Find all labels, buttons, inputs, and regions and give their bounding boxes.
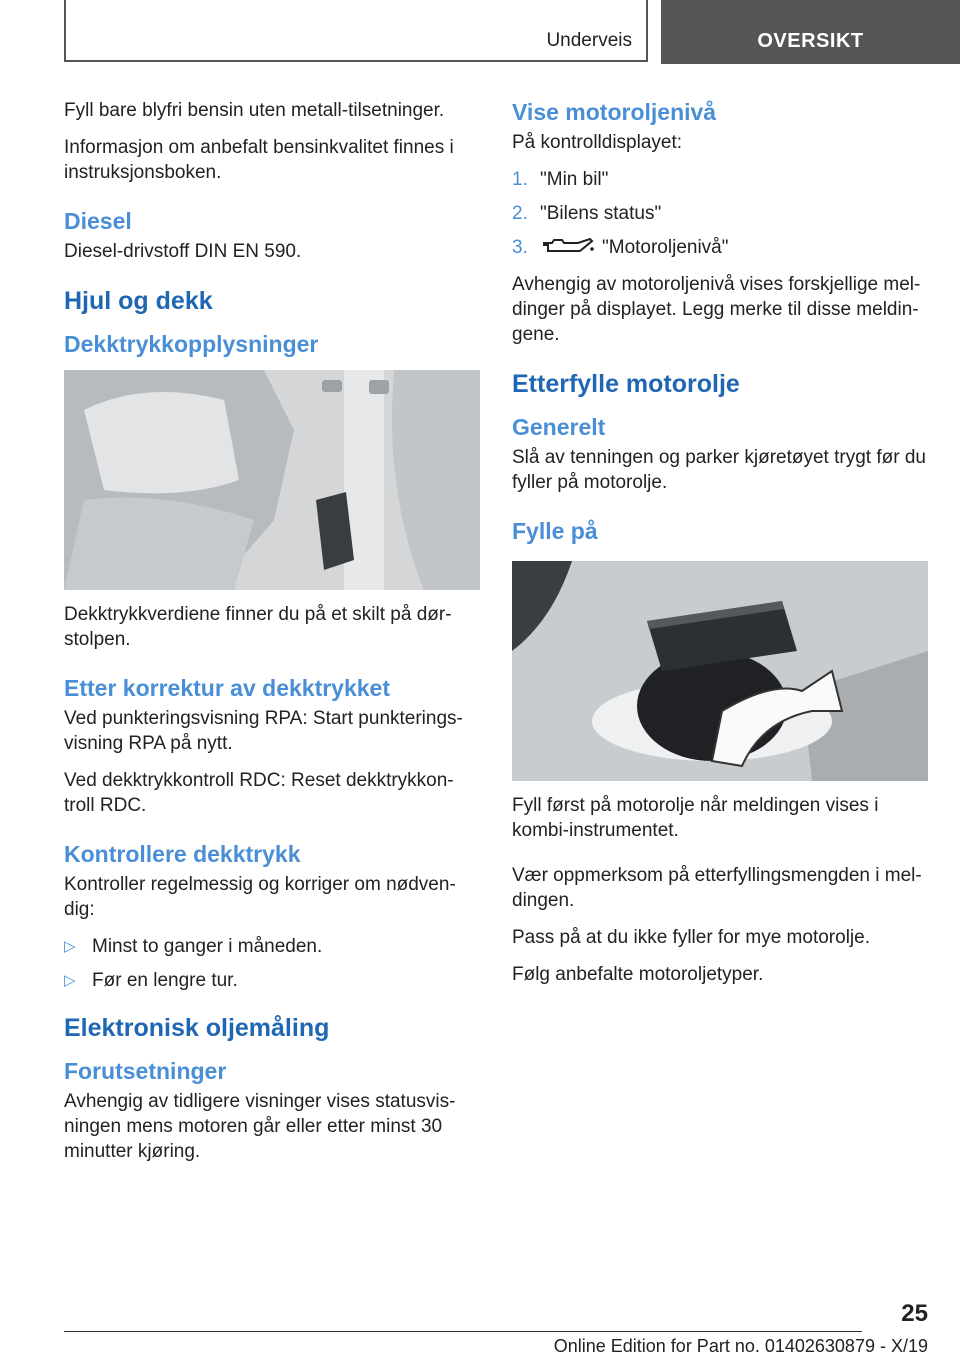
heading-etterfylle-motorolje: Etterfylle motorolje [512,370,740,398]
paragraph: Fyll først på motorolje når meldingen vises i kombi-instrumentet. [512,795,879,841]
step-text: "Motoroljenivå" [602,237,729,258]
paragraph: Avhengig av tidligere visninger vises statusvis-ningen mens motoren går eller etter minst 30 minutter kjøring. [64,1091,456,1162]
heading-vise-motoroljeniva: Vise motoroljenivå [512,99,717,125]
tab-underveis[interactable] [64,0,648,62]
step-number: 2. [512,203,528,224]
tab-underveis-label: Underveis [546,30,632,51]
list-item [512,201,930,226]
paragraph: Slå av tenningen og parker kjøretøyet trygt før du fyller på motorolje. [512,447,926,493]
oil-filler-cap-figure [512,561,928,781]
paragraph: På kontrolldisplayet: [512,132,683,153]
right-column [512,98,930,999]
tab-oversikt-label: OVERSIKT [757,30,864,52]
left-column [64,98,482,1176]
paragraph: Fyll bare blyfri bensin uten metall-tilsetninger. [64,100,445,121]
paragraph: Vær oppmerksom på etterfyllingsmengden i mel-dingen. [512,865,922,911]
heading-etter-korrektur: Etter korrektur av dekktrykket [64,675,390,701]
list-item [512,167,930,192]
list-item [64,968,482,993]
paragraph: Informasjon om anbefalt bensinkvalitet finnes i instruksjonsboken. [64,137,454,183]
heading-diesel: Diesel [64,208,132,234]
step-text: "Bilens status" [540,203,662,224]
heading-hjul-og-dekk: Hjul og dekk [64,287,213,315]
paragraph: Diesel-drivstoff DIN EN 590. [64,241,302,262]
paragraph: Kontroller regelmessig og korriger om nødven-dig: [64,874,456,920]
edition-footer: Online Edition for Part no. 01402630879 - X/19 [553,1336,928,1356]
list-item-text: Før en lengre tur. [92,970,238,991]
footer-divider [64,1331,862,1332]
paragraph: Følg anbefalte motoroljetyper. [512,964,764,985]
paragraph: Pass på at du ikke fyller for mye motorolje. [512,927,870,948]
triangle-bullet-icon: ▷ [64,938,76,955]
paragraph: Dekktrykkverdiene finner du på et skilt på dør-stolpen. [64,604,452,650]
heading-forutsetninger: Forutsetninger [64,1058,227,1084]
oil-can-icon [540,235,596,257]
header-tabs [64,0,960,64]
page-number: 25 [901,1300,928,1327]
heading-kontrollere-dekktrykk: Kontrollere dekktrykk [64,841,301,867]
numbered-list [512,167,930,260]
step-text: "Min bil" [540,169,609,190]
paragraph: Ved dekktrykkontroll RDC: Reset dekktrykkon-troll RDC. [64,770,454,816]
heading-dekktrykkopplysninger: Dekktrykkopplysninger [64,331,319,357]
paragraph: Avhengig av motoroljenivå vises forskjellige mel-dinger på displayet. Legg merke til disse meldin-gene. [512,274,921,345]
step-number: 3. [512,237,528,258]
tab-oversikt[interactable] [661,0,960,64]
list-item [64,934,482,959]
door-pillar-tire-label-figure [64,370,480,590]
paragraph: Ved punkteringsvisning RPA: Start punkterings-visning RPA på nytt. [64,708,463,754]
heading-elektronisk-oljemaling: Elektronisk oljemåling [64,1014,330,1042]
list-item-text: Minst to ganger i måneden. [92,936,323,957]
bullet-list [64,934,482,993]
triangle-bullet-icon: ▷ [64,972,76,989]
step-number: 1. [512,169,528,190]
heading-fylle-pa: Fylle på [512,518,598,544]
list-item [512,235,930,260]
heading-generelt: Generelt [512,414,606,440]
